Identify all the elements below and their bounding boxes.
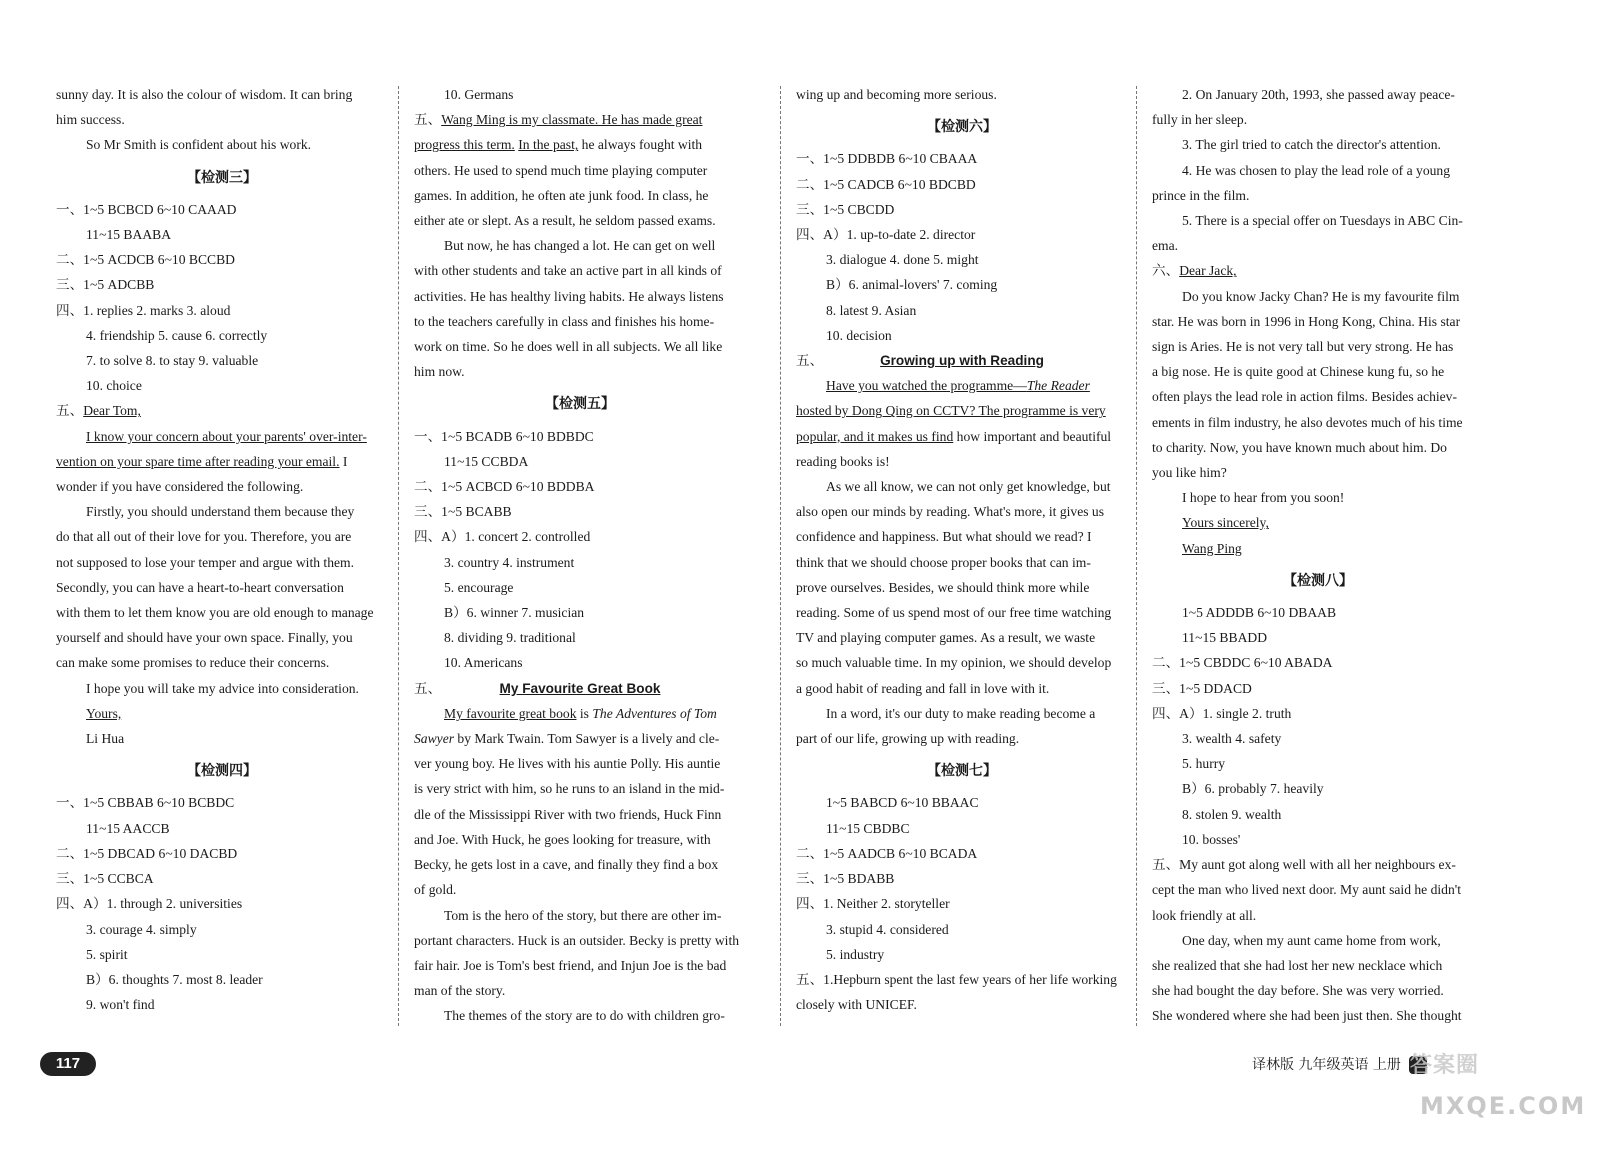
column-4 <box>1152 82 1484 1029</box>
book-title: The Adventures of Tom <box>592 705 717 721</box>
section-heading-4: 【检测四】 <box>187 763 257 780</box>
text-line: can make some promises to reduce their concerns. <box>56 655 330 671</box>
essay-title-line <box>414 676 746 701</box>
column-divider <box>1136 86 1137 1026</box>
underlined-text: vention on your spare time after reading your email. <box>56 453 340 469</box>
underlined-text: progress this term. <box>414 137 515 153</box>
answer-line: 3. dialogue 4. done 5. might <box>826 252 979 268</box>
answer-line: 3. wealth 4. safety <box>1182 731 1282 747</box>
answer-line: 3. country 4. instrument <box>444 554 575 570</box>
column-1 <box>56 82 388 1017</box>
answer-line: 三、1~5 ADCBB <box>56 277 155 293</box>
answer-line: B）6. thoughts 7. most 8. leader <box>86 971 263 987</box>
answer-line: 四、A）1. through 2. universities <box>56 896 243 912</box>
book-title: Sawyer <box>414 731 455 747</box>
answer-line: 二、1~5 AADCB 6~10 BCADA <box>796 845 978 861</box>
text-line: a big nose. He is quite good at Chinese kung fu, so he <box>1152 364 1445 380</box>
text-line: As we all know, we can not only get knowledge, but <box>826 479 1111 495</box>
text-line: you like him? <box>1152 465 1227 481</box>
text-line: ements in film industry, he also devotes much of his time <box>1152 414 1463 430</box>
underlined-text: Have you watched the programme— <box>826 378 1027 394</box>
section-heading-3: 【检测三】 <box>187 169 257 186</box>
text-line: closely with UNICEF. <box>796 997 917 1013</box>
answer-line: 三、1~5 CCBCA <box>56 871 154 887</box>
answer-line: 1~5 BABCD 6~10 BBAAC <box>826 795 979 811</box>
text-line: sunny day. It is also the colour of wisdom. It can bring <box>56 87 353 102</box>
text-line: reading. Some of us spend most of our free time watching <box>796 605 1112 621</box>
section-number: 五、 <box>56 403 84 419</box>
answer-line: 8. dividing 9. traditional <box>444 630 576 646</box>
column-divider <box>780 86 781 1026</box>
answer-line: 10. Germans <box>444 87 514 102</box>
text-line: Wang Ping <box>1182 540 1242 556</box>
answer-line: 11~15 CCBDA <box>444 453 529 469</box>
text-line <box>414 726 746 751</box>
text-line: with other students and take an active part in all kinds of <box>414 263 722 279</box>
column-3 <box>796 82 1128 1017</box>
text-line: 五、My aunt got along well with all her neighbours ex- <box>1152 857 1456 873</box>
text-line: She wondered where she had been just then. She thought <box>1152 1008 1462 1024</box>
text-line: Tom is the hero of the story, but there are other im- <box>444 907 722 923</box>
answer-line: 一、1~5 CBBAB 6~10 BCBDC <box>56 795 235 811</box>
answer-line: 二、1~5 CBDDC 6~10 ABADA <box>1152 655 1333 671</box>
answer-line: 10. choice <box>86 378 142 394</box>
page-number: 117 <box>40 1052 96 1076</box>
text-line: hosted by Dong Qing on CCTV? The programme is very <box>796 403 1106 419</box>
text-line: often plays the lead role in action films. Besides achiev- <box>1152 389 1458 405</box>
text-line <box>796 373 1128 398</box>
text-line <box>414 701 746 726</box>
text-line: yourself and should have your own space. Finally, you <box>56 630 353 646</box>
text-line: 3. The girl tried to catch the director's attention. <box>1182 137 1441 153</box>
text-line: prove ourselves. Besides, we should think more while <box>796 579 1090 595</box>
answer-line: 二、1~5 ACBCD 6~10 BDDBA <box>414 479 595 495</box>
text-line: also open our minds by reading. What's more, it gives us <box>796 504 1105 520</box>
text-line: a good habit of reading and fall in love with it. <box>796 680 1050 696</box>
text-line: But now, he has changed a lot. He can get on well <box>444 238 716 254</box>
section-heading-5: 【检测五】 <box>545 396 615 413</box>
answer-line: 三、1~5 BDABB <box>796 871 895 887</box>
text-line: to charity. Now, you have known much about him. Do <box>1152 439 1447 455</box>
answer-line: 10. bosses' <box>1182 831 1241 847</box>
text-line: portant characters. Huck is an outsider. Becky is pretty with <box>414 932 740 948</box>
answer-line: 11~15 BBADD <box>1182 630 1268 646</box>
text-line: think that we should choose proper books that can im- <box>796 554 1091 570</box>
text-line: to the teachers carefully in class and finishes his home- <box>414 313 715 329</box>
text-line: Firstly, you should understand them because they <box>86 504 355 520</box>
answer-line: 四、1. Neither 2. storyteller <box>796 896 950 912</box>
text-line: is very strict with him, so he runs to an island in the mid- <box>414 781 725 797</box>
text-line: dle of the Mississippi River with two friends, Huck Finn <box>414 806 722 822</box>
text-line: wing up and becoming more serious. <box>796 87 997 102</box>
answer-line: 5. hurry <box>1182 756 1226 772</box>
text-line: Li Hua <box>86 731 125 747</box>
answer-line: 三、1~5 BCABB <box>414 504 512 520</box>
underlined-text: popular, and it makes us find <box>796 428 954 444</box>
answer-line: 5. industry <box>826 946 885 962</box>
text: by Mark Twain. Tom Sawyer is a lively and cle- <box>454 731 720 747</box>
answer-line: 11~15 AACCB <box>86 820 170 836</box>
text: I <box>342 453 348 469</box>
answer-line: 二、1~5 CADCB 6~10 BDCBD <box>796 176 976 192</box>
text-line: 五、1.Hepburn spent the last few years of her life working <box>796 971 1117 987</box>
greeting: Dear Jack, <box>1179 263 1237 279</box>
answer-line: 7. to solve 8. to stay 9. valuable <box>86 353 259 369</box>
section-heading-6: 【检测六】 <box>927 119 997 136</box>
text-line: In a word, it's our duty to make reading become a <box>826 705 1096 721</box>
text-line: of gold. <box>414 882 457 898</box>
answer-line: 11~15 BAABA <box>86 227 172 243</box>
programme-title: The Reader <box>1026 378 1090 394</box>
answer-line: 三、1~5 DDACD <box>1152 680 1252 696</box>
text-line: activities. He has healthy living habits. He always listens <box>414 288 724 304</box>
text-line: Yours, <box>86 705 122 721</box>
text-line: star. He was born in 1996 in Hong Kong, China. His star <box>1152 313 1461 329</box>
text-line: Becky, he gets lost in a cave, and finally they find a box <box>414 857 719 873</box>
answer-line: 10. Americans <box>444 655 523 671</box>
text: is <box>576 705 593 721</box>
watermark-url: MXQE.COM <box>1420 1092 1587 1120</box>
text-line: 2. On January 20th, 1993, she passed away peace- <box>1182 87 1455 102</box>
answer-line: 二、1~5 DBCAD 6~10 DACBD <box>56 845 238 861</box>
underlined-text: Wang Ming is my classmate. He has made great <box>441 112 703 128</box>
answer-line: B）6. animal-lovers' 7. coming <box>826 277 998 293</box>
text-line <box>56 449 388 474</box>
text-line: Do you know Jacky Chan? He is my favourite film <box>1182 288 1460 304</box>
text-line <box>414 132 746 157</box>
text-line: man of the story. <box>414 983 506 999</box>
text-line: cept the man who lived next door. My aunt said he didn't <box>1152 882 1462 898</box>
book-title: 译林版 九年级英语 上册 <box>1252 1057 1401 1073</box>
text-line: TV and playing computer games. As a result, we waste <box>796 630 1096 646</box>
answer-line: 11~15 CBDBC <box>826 820 910 836</box>
answer-line: 5. encourage <box>444 579 514 595</box>
section-number: 五、 <box>796 353 824 369</box>
greeting: Dear Tom, <box>83 403 141 419</box>
text: how important and beautiful <box>953 428 1112 444</box>
text-line: part of our life, growing up with reading. <box>796 731 1020 747</box>
text-line: fair hair. Joe is Tom's best friend, and Injun Joe is the bad <box>414 957 727 973</box>
answer-line: 8. stolen 9. wealth <box>1182 806 1282 822</box>
text-line: fully in her sleep. <box>1152 112 1248 128</box>
answer-line: B）6. probably 7. heavily <box>1182 781 1324 797</box>
text-line: Yours sincerely, <box>1182 515 1269 531</box>
column-divider <box>398 86 399 1026</box>
answer-line: 5. spirit <box>86 946 128 962</box>
text-line: games. In addition, he often ate junk food. In class, he <box>414 187 709 203</box>
text-line: look friendly at all. <box>1152 907 1257 923</box>
section-heading-7: 【检测七】 <box>927 763 997 780</box>
essay-title: Growing up with Reading <box>880 353 1044 369</box>
answer-line: 一、1~5 BCBCD 6~10 CAAAD <box>56 201 237 217</box>
watermark-logo: 答案圈 <box>1410 1053 1480 1078</box>
answer-line: B）6. winner 7. musician <box>444 605 585 621</box>
text-line: him success. <box>56 112 125 128</box>
text-line: So Mr Smith is confident about his work. <box>86 137 312 153</box>
text-line: 5. There is a special offer on Tuesdays in ABC Cin- <box>1182 213 1463 229</box>
text-line: others. He used to spend much time playing computer <box>414 162 708 178</box>
text-line: I know your concern about your parents' over-inter- <box>86 428 367 444</box>
section-number: 五、 <box>414 112 442 128</box>
text-line: The themes of the story are to do with children gro- <box>444 1008 725 1024</box>
answer-line: 四、A）1. single 2. truth <box>1152 705 1292 721</box>
answer-line: 3. courage 4. simply <box>86 921 197 937</box>
text-line: not supposed to lose your temper and argue with them. <box>56 554 355 570</box>
text-line: Secondly, you can have a heart-to-heart conversation <box>56 579 344 595</box>
answer-line: 二、1~5 ACDCB 6~10 BCCBD <box>56 252 235 268</box>
text-line: reading books is! <box>796 453 890 469</box>
section-number: 六、 <box>1152 263 1180 279</box>
essay-title-line <box>796 348 1128 373</box>
letter-greeting <box>1152 258 1484 283</box>
text-line: she realized that she had lost her new necklace which <box>1152 957 1443 973</box>
answer-line: 8. latest 9. Asian <box>826 302 917 318</box>
answer-line: 四、A）1. concert 2. controlled <box>414 529 591 545</box>
book-footer <box>1252 1054 1427 1074</box>
answer-line: 3. stupid 4. considered <box>826 921 949 937</box>
text-line: prince in the film. <box>1152 187 1250 203</box>
answer-line: 9. won't find <box>86 997 155 1013</box>
answer-line: 10. decision <box>826 327 892 343</box>
text: he always fought with <box>578 137 703 153</box>
answer-line: 1~5 ADDDB 6~10 DBAAB <box>1182 605 1337 621</box>
essay-title: My Favourite Great Book <box>499 680 661 696</box>
text-line: ema. <box>1152 238 1179 254</box>
text-line: wonder if you have considered the following. <box>56 479 304 495</box>
underlined-text: My favourite great book <box>444 705 577 721</box>
text-line: do that all out of their love for you. Therefore, you are <box>56 529 352 545</box>
text-line: and Joe. With Huck, he goes looking for treasure, with <box>414 831 711 847</box>
answer-line: 一、1~5 DDBDB 6~10 CBAAA <box>796 151 978 167</box>
text-line: I hope you will take my advice into consideration. <box>86 680 359 696</box>
text-line: One day, when my aunt came home from work, <box>1182 932 1441 948</box>
text-line: work on time. So he does well in all subjects. We all like <box>414 339 723 355</box>
answer-line: 4. friendship 5. cause 6. correctly <box>86 327 268 343</box>
text-line: him now. <box>414 364 465 380</box>
answer-line: 四、A）1. up-to-date 2. director <box>796 227 976 243</box>
text-line <box>414 107 746 132</box>
section-heading-8: 【检测八】 <box>1283 572 1353 589</box>
text-line: with them to let them know you are old enough to manage <box>56 605 374 621</box>
text-line: either ate or slept. As a result, he seldom passed exams. <box>414 213 716 229</box>
underlined-text: In the past, <box>518 137 579 153</box>
answer-line: 四、1. replies 2. marks 3. aloud <box>56 302 231 318</box>
letter-greeting <box>56 398 388 423</box>
text-line: so much valuable time. In my opinion, we should develop <box>796 655 1112 671</box>
text-line <box>796 424 1128 449</box>
text-line: ver young boy. He lives with his auntie Polly. His auntie <box>414 756 721 772</box>
answer-line: 一、1~5 BCADB 6~10 BDBDC <box>414 428 594 444</box>
text-line: she had bought the day before. She was very worried. <box>1152 983 1444 999</box>
answer-line: 三、1~5 CBCDD <box>796 201 895 217</box>
text-line: 4. He was chosen to play the lead role of a young <box>1182 162 1451 178</box>
text-line: confidence and happiness. But what should we read? I <box>796 529 1092 545</box>
text-line: sign is Aries. He is not very tall but very strong. He has <box>1152 339 1454 355</box>
section-number: 五、 <box>414 680 442 696</box>
text-line: I hope to hear from you soon! <box>1182 490 1345 506</box>
column-2 <box>414 82 746 1029</box>
